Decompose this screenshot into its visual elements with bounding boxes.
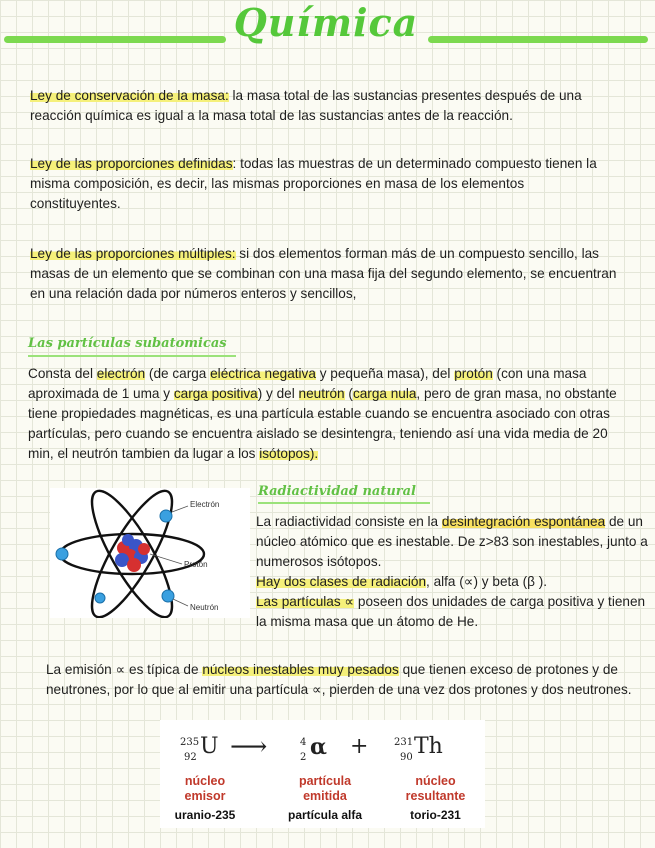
hl-radiation-types: Hay dos clases de radiación [256,574,427,589]
hl-negative-charge: eléctrica negativa [210,366,316,381]
alpha-mass-number: 4 [300,737,307,748]
hl-isotopes: isótopos). [259,446,319,461]
title-rule-left [4,36,226,43]
u-symbol: U [200,734,219,759]
alpha-decay-equation [160,720,485,828]
hl-electron: electrón [96,366,146,381]
th-symbol: Th [414,734,443,759]
alpha-atomic-number: 2 [300,752,307,763]
label-resulting-nucleus: núcleo resultante [405,774,466,803]
label-thorium: torio-231 [410,808,461,822]
neutron-label: Neutrón [190,603,219,612]
radio-text-3: , alfa (∝) y beta (β ). [426,574,548,589]
reaction-arrow: ⟶ [230,732,268,762]
law-definite-term: Ley de las proporciones definidas [30,156,233,171]
hl-proton: protón [454,366,493,381]
radio-text-2: de un núcleo atómico que es inestable. De z>83 son inestables, junto a numerosos isótopos. [256,514,648,569]
law-conservation-text: la masa total de las sustancias presentes después de una reacción química es igual a la masa total de las sustancias antes de la reacción. [30,88,582,123]
law-conservation-term: Ley de conservación de la masa: [30,88,229,103]
electron-label: Electrón [190,500,220,509]
radio-text-1: La radiactividad consiste en la [256,514,442,529]
electron-4 [95,593,105,603]
electron-1 [160,510,172,522]
subatomic-text-3: y pequeña masa), del [315,366,455,381]
nucleus [115,534,150,572]
subatomic-text-4: (con una masa aproximada de 1 uma y [28,366,587,401]
subatomic-text-6: ( [344,386,353,401]
radio-text-4: poseen dos unidades de carga positiva y tienen la misma masa que un átomo de He. [256,594,646,629]
u-atomic-number: 92 [184,752,197,763]
label-emitted-particle: partícula emitida [298,774,352,803]
subatomic-heading-underline [28,355,236,357]
label-uranium: uranio-235 [174,808,236,822]
subatomic-text-5: ) y del [257,386,299,401]
atom-illustration [50,488,250,618]
subatomic-text-1: Consta del [28,366,97,381]
emission-paragraph [46,660,646,700]
law-multiple-term: Ley de las proporciones múltiples: [30,246,236,261]
law-definite-text: : todas las muestras de un determinado compuesto tienen la misma composición, es decir, las mismas proporciones en masa de los elementos constituyentes. [30,156,597,211]
label-emitter-nucleus: núcleo emisor [184,774,226,803]
law-multiple [30,244,620,304]
radioactivity-heading-underline [258,502,430,504]
law-conservation [30,86,630,126]
alpha-symbol: α [310,734,327,760]
hl-spontaneous-decay: desintegración espontánea [441,514,606,529]
plus-sign: + [350,734,369,759]
radioactivity-heading: Radiactividad natural [258,484,416,499]
emission-text-2: que tienen exceso de protones y de neutrones, por lo que al emitir una partícula ∝, pierden de una vez dos protones y dos neutrones. [46,662,632,697]
law-multiple-text: si dos elementos forman más de un compuesto sencillo, las masas de un elemento que se combinan con una masa fija del segundo elemento, se encuentran en una relación dada por números enteros y sencillos, [30,246,617,301]
hl-neutron: neutrón [298,386,345,401]
proton-label: Protón [184,560,208,569]
th-atomic-number: 90 [400,752,413,763]
page-title: Química [233,0,419,45]
law-definite [30,154,610,214]
emission-text-1: La emisión ∝ es típica de [46,662,203,677]
hl-alpha-particles: Las partículas ∝ [256,594,355,609]
subatomic-text-7: , pero de gran masa, no obstante tiene propiedades magnéticas, es una partícula estable cuando se encuentra asociado con otras partículas, pero cuando se encuentra aislado se desintengra, teniendo así una vida media de 20 min, el neutrón tambien da lugar a los [28,386,617,461]
hl-heavy-nuclei: núcleos inestables muy pesados [202,662,399,677]
label-alpha-particle: partícula alfa [287,808,363,822]
subatomic-paragraph [28,364,630,464]
electron-2 [56,548,68,560]
subatomic-text-2: (de carga [145,366,211,381]
subatomic-heading: Las partículas subatomicas [28,336,227,351]
title-rule-right [428,36,648,43]
hl-null-charge: carga nula [352,386,417,401]
atom-diagram [50,488,250,618]
hl-positive-charge: carga positiva [173,386,258,401]
th-mass-number: 231 [394,737,414,748]
radioactivity-paragraph [256,512,648,632]
u-mass-number: 235 [180,737,200,748]
electron-3 [162,590,174,602]
